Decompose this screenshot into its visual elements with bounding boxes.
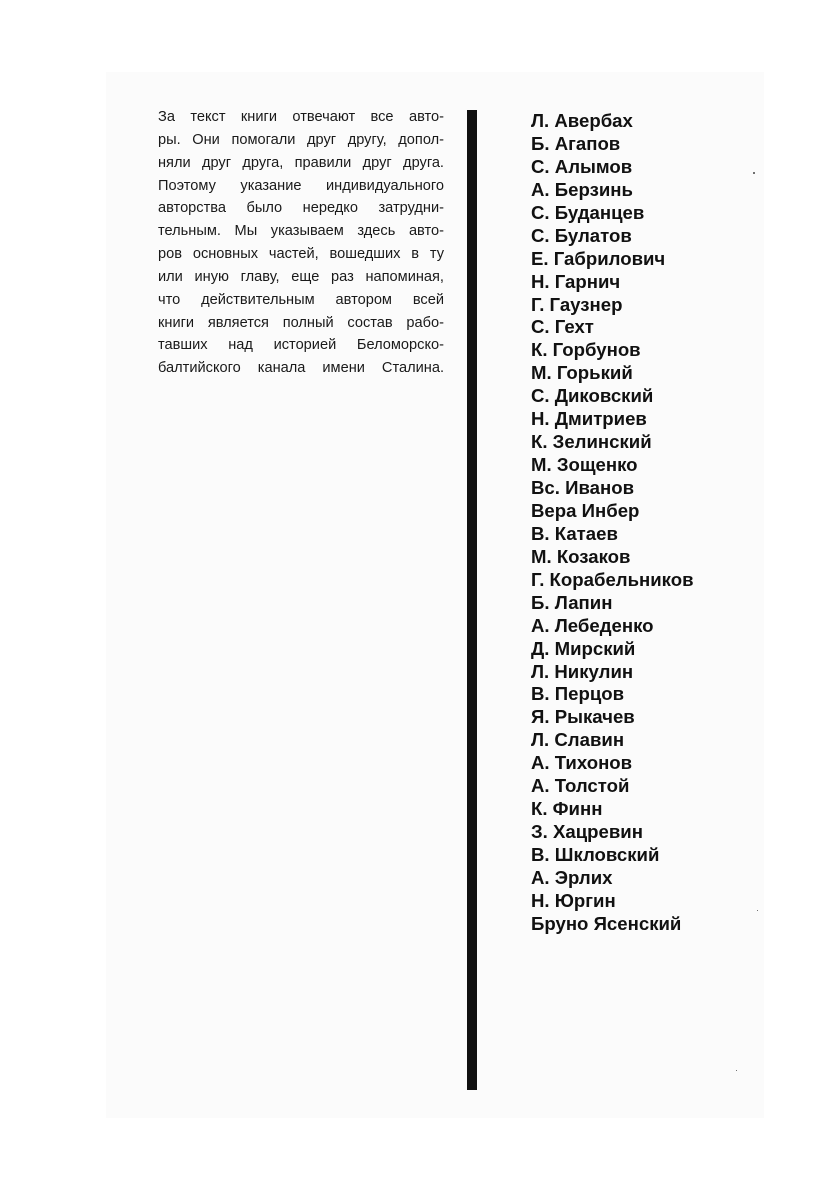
author-name: А. Толстой [531, 775, 630, 797]
intro-line: книги является полный состав рабо- [158, 314, 444, 331]
author-name: С. Булатов [531, 224, 632, 246]
author-name: А. Лебеденко [531, 614, 654, 636]
intro-line: Поэтому указание индивидуального [158, 177, 444, 194]
scan-speck [753, 172, 755, 174]
author-name: К. Финн [531, 798, 603, 820]
author-name: С. Буданцев [531, 201, 645, 223]
intro-line: ры. Они помогали друг другу, допол- [158, 131, 444, 148]
author-name: Д. Мирский [531, 637, 636, 659]
author-name: М. Горький [531, 362, 633, 384]
vertical-divider [467, 110, 477, 1090]
intro-line: авторства было нередко затрудни- [158, 200, 444, 217]
intro-line: За текст книги отвечают все авто- [158, 109, 444, 125]
author-name: К. Горбунов [531, 339, 641, 361]
author-name: Н. Гарнич [531, 270, 621, 292]
author-name: М. Зощенко [531, 454, 638, 476]
author-name: Н. Дмитриев [531, 408, 647, 430]
author-name: Л. Никулин [531, 660, 634, 682]
author-name: С. Гехт [531, 316, 594, 338]
scan-speck [736, 1070, 737, 1071]
author-name: В. Шкловский [531, 844, 660, 865]
author-name: Б. Агапов [531, 132, 621, 154]
author-name: Вера Инбер [531, 499, 640, 521]
author-name: Е. Габрилович [531, 247, 666, 269]
intro-line: тавших над историей Беломорско- [158, 337, 444, 354]
intro-line: няли друг друга, правили друг друга. [158, 154, 444, 171]
author-name: Вс. Иванов [531, 477, 635, 498]
intro-line: тельным. Мы указываем здесь авто- [158, 223, 444, 240]
author-name: Г. Корабельников [531, 568, 694, 590]
author-name: А. Берзинь [531, 178, 633, 200]
author-name: Б. Лапин [531, 591, 613, 613]
author-name: А. Эрлих [531, 866, 613, 888]
author-name: М. Козаков [531, 545, 631, 567]
intro-line: ров основных частей, вошедших в ту [158, 246, 444, 263]
intro-line: балтийского канала имени Сталина. [158, 360, 444, 377]
author-name: А. Тихонов [531, 752, 633, 774]
author-name: С. Алымов [531, 155, 633, 177]
author-name: С. Диковский [531, 385, 654, 407]
author-name: В. Перцов [531, 683, 625, 705]
author-name: З. Хацревин [531, 821, 643, 843]
intro-line: что действительным автором всей [158, 291, 444, 308]
author-name: К. Зелинский [531, 431, 652, 453]
author-name: Л. Авербах [531, 110, 633, 131]
authors-list [531, 110, 694, 936]
author-name: Г. Гаузнер [531, 293, 623, 315]
author-name: Н. Юргин [531, 889, 616, 911]
intro-paragraph [158, 106, 444, 380]
author-name: Бруно Ясенский [531, 912, 682, 934]
author-name: Я. Рыкачев [531, 706, 635, 728]
scan-speck [757, 910, 758, 911]
author-name: В. Катаев [531, 522, 618, 544]
author-name: Л. Славин [531, 729, 625, 751]
intro-line: или иную главу, еще раз напоминая, [158, 268, 444, 285]
